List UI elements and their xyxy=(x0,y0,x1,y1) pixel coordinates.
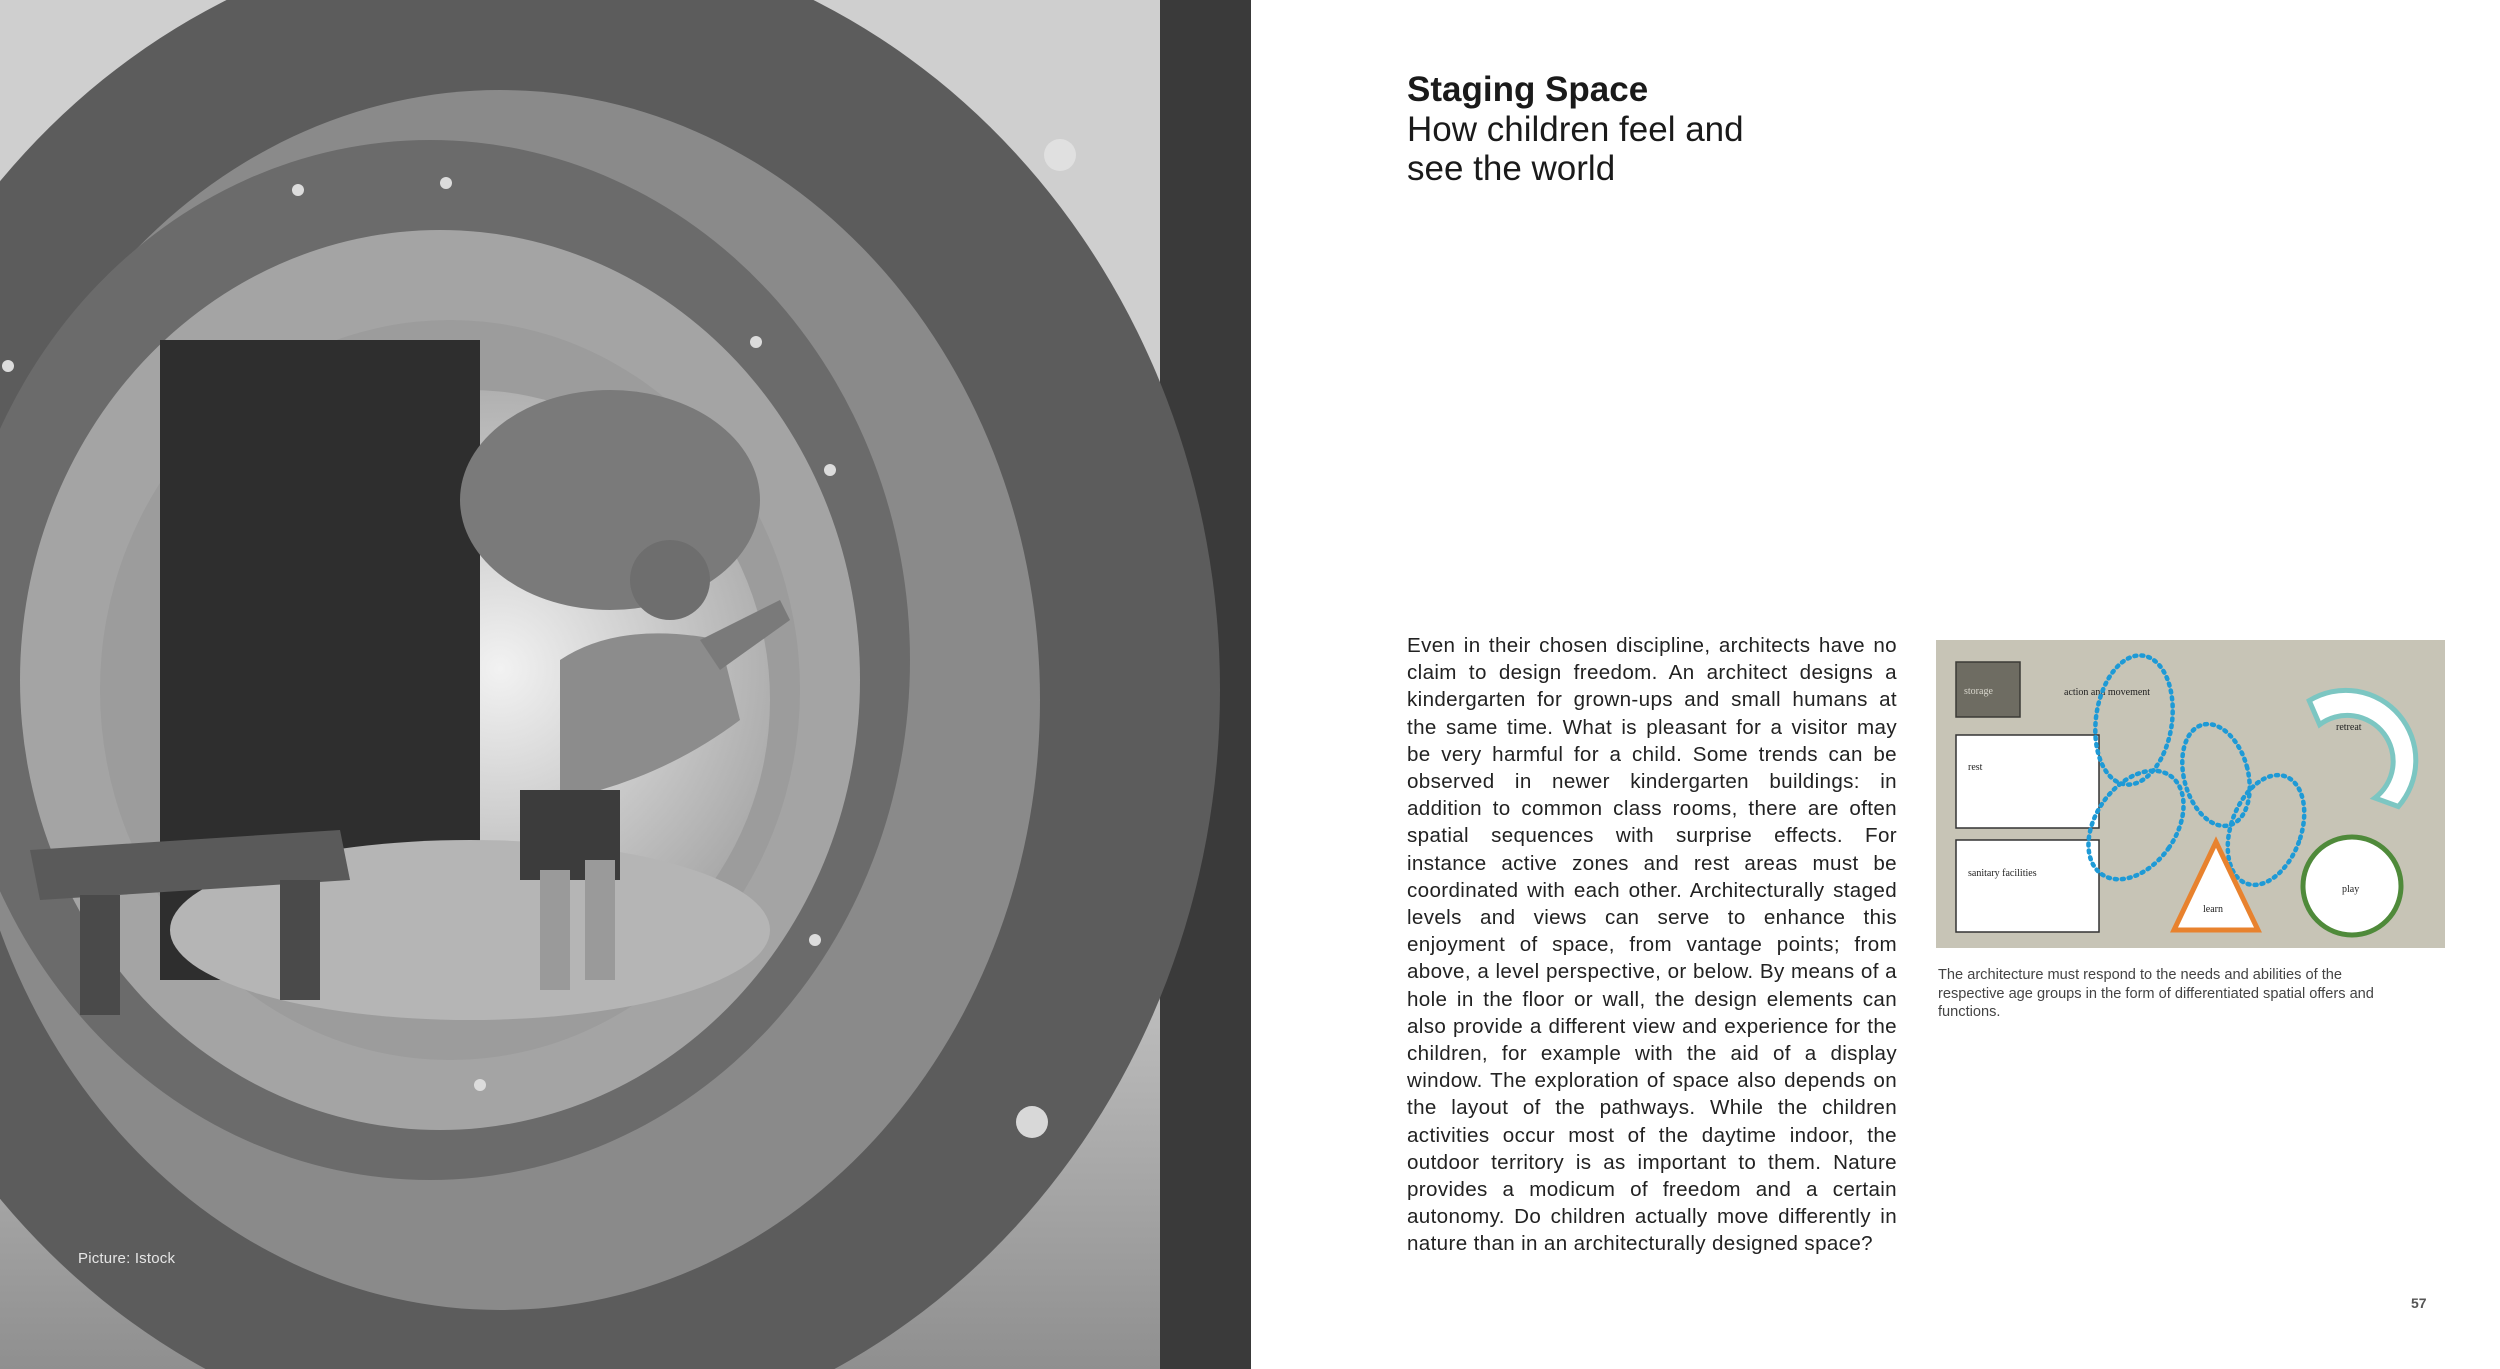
page-number: 57 xyxy=(2411,1295,2427,1311)
rest-box xyxy=(1956,735,2099,828)
storage-label: storage xyxy=(1964,686,1993,697)
rest-label: rest xyxy=(1968,762,1983,773)
article-title: Staging Space xyxy=(1407,70,1649,109)
body-paragraph: Even in their chosen discipline, architects have no claim to design freedom. An architect designs a kindergarten for grown-ups and small humans at the same time. What is pleasant for a visitor may be very harmful for a child. Some trends can be observed in newer kindergarten buildings: in addition to common class rooms, there are often spatial sequences with surprise effects. For instance active zones and rest areas must be coordinated with each other. Architecturally staged levels and views can serve to enhance this enjoyment of space, from vantage points; from above, a level perspective, or below. By means of a hole in the floor or wall, the design elements can also provide a different view and experience for the children, for example with the aid of a display window. The exploration of space also depends on the layout of the pathways. While the children activities occur most of the daytime indoor, the outdoor territory is as important to them. Nature provides a modicum of freedom and a certain autonomy. Do children actually move differently in nature than in an architecturally designed space? xyxy=(1407,634,1897,1256)
article-subtitle-line2: see the world xyxy=(1407,149,1616,188)
learn-triangle xyxy=(2174,842,2258,930)
retreat-label: retreat xyxy=(2336,722,2362,733)
retreat-shape xyxy=(2286,676,2436,808)
action-label: action and movement xyxy=(2064,687,2151,698)
photo-credit: Picture: Istock xyxy=(78,1250,176,1267)
learn-label: learn xyxy=(2203,904,2223,915)
sanitary-box xyxy=(1956,840,2099,932)
space-diagram xyxy=(1936,640,2445,948)
article-subtitle-line1: How children feel and xyxy=(1407,110,1744,149)
play-label: play xyxy=(2342,884,2360,895)
diagram-graphic xyxy=(1936,640,2445,948)
article-heading xyxy=(1407,70,1907,188)
sanitary-label: sanitary facilities xyxy=(1968,868,2037,879)
figure-caption: The architecture must respond to the needs and abilities of the respective age groups in the form of differentiated spatial offers and functions. xyxy=(1938,967,2374,1020)
